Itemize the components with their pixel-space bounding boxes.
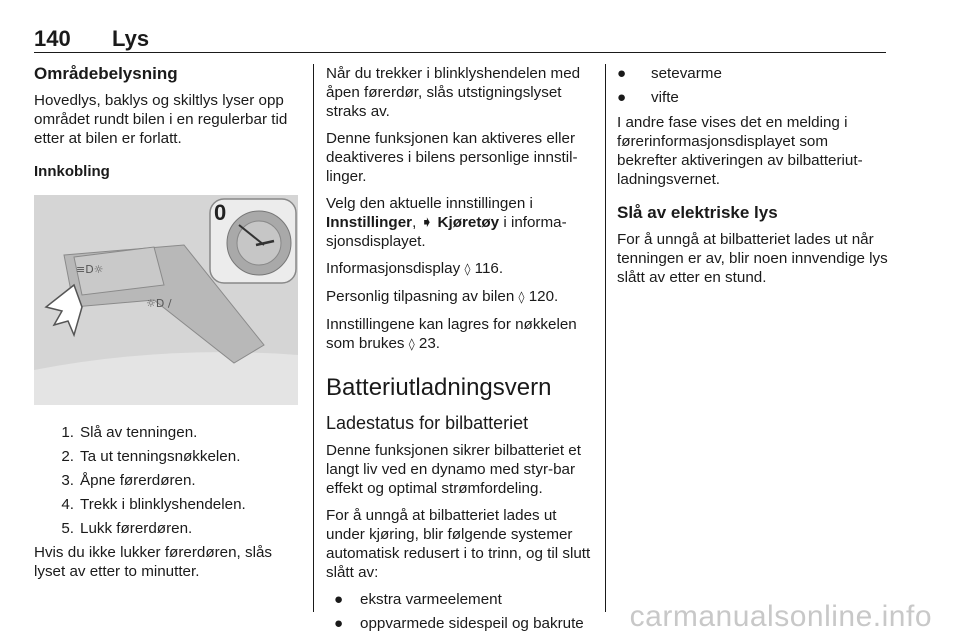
list-item: ● ekstra varmeelement (334, 591, 502, 608)
menu-path-vehicle: Kjøretøy (437, 214, 500, 231)
page-number: 140 (34, 26, 71, 51)
stalk-illustration (34, 195, 298, 405)
paragraph: Denne funksjonen kan aktiveres eller deaktiveres i bilens personlige innstil-linger. (326, 130, 578, 185)
column-left (34, 64, 300, 589)
bullet-list (326, 590, 594, 633)
paragraph: I andre fase vises det en melding i førerinformasjonsdisplayet som bekrefter aktiveringen av bilbatteriut-ladningsvernet. (617, 114, 863, 188)
subsection-heading: Slå av elektriske lys (617, 203, 778, 222)
list-item: 3. Åpne førerdøren. (61, 472, 196, 489)
watermark: carmanualsonline.info (629, 600, 932, 633)
menu-path-settings: Innstillinger (326, 214, 413, 231)
column-right (617, 64, 889, 295)
list-item: ● setevarme (617, 65, 722, 82)
page-ref-icon: ◊ (464, 262, 471, 276)
paragraph: Denne funksjonen sikrer bilbatteriet et langt liv ved en dynamo med styr-bar effekt og optimal strømfordeling. (326, 442, 581, 497)
page-ref-icon: ◊ (408, 337, 415, 351)
list-item: ● vifte (617, 89, 679, 106)
page-ref-icon: ◊ (518, 290, 525, 304)
paragraph: Hvis du ikke lukker førerdøren, slås lyset av etter to minutter. (34, 544, 273, 580)
svg-text:☼D /: ☼D / (146, 297, 172, 310)
paragraph: Innstillingene kan lagres for nøkkelen som brukes ◊ 23. (326, 316, 577, 352)
paragraph: Når du trekker i blinklyshendelen med åpen førerdør, slås utstigningslyset straks av. (326, 65, 581, 120)
menu-arrow-icon: ➧ (420, 214, 434, 231)
list-item: 1. Slå av tenningen. (61, 424, 198, 441)
list-item: 5. Lukk førerdøren. (61, 520, 193, 537)
section-heading: Områdebelysning (34, 64, 178, 83)
svg-text:≡D☼: ≡D☼ (76, 263, 104, 276)
cross-reference: Informasjonsdisplay ◊ 116. (326, 260, 504, 277)
paragraph: Hovedlys, baklys og skiltlys lyser opp området rundt bilen i en regulerbar tid etter at bilen er forlatt. (34, 92, 288, 147)
page-header (34, 26, 886, 53)
subsection-heading: Ladestatus for bilbatteriet (326, 413, 529, 433)
list-item: ● oppvarmede sidespeil og bakrute (334, 615, 584, 632)
subheading: Innkobling (34, 163, 110, 180)
turn-signal-lever-graphic (34, 195, 298, 405)
paragraph: For å unngå at bilbatteriet lades ut under kjøring, blir følgende systemer automatisk redusert i to trinn, og til slutt slått av: (326, 507, 591, 581)
cross-reference: Personlig tilpasning av bilen ◊ 120. (326, 288, 559, 305)
ignition-position-marker: 0 (214, 200, 227, 225)
column-middle (326, 64, 594, 639)
column-divider (605, 64, 606, 612)
column-divider (313, 64, 314, 612)
paragraph: Velg den aktuelle innstillingen i Innstillinger, ➧ Kjøretøy i informa-sjonsdisplayet. (326, 195, 567, 250)
list-item: 2. Ta ut tenningsnøkkelen. (61, 448, 241, 465)
chapter-title: Lys (112, 26, 150, 51)
section-heading: Batteriutladningsvern (326, 374, 552, 401)
steps-list (34, 423, 300, 538)
bullet-list (617, 64, 889, 107)
paragraph: For å unngå at bilbatteriet lades ut når tenningen er av, blir noen innvendige lys slått av etter en stund. (617, 231, 888, 286)
list-item: 4. Trekk i blinklyshendelen. (61, 496, 246, 513)
